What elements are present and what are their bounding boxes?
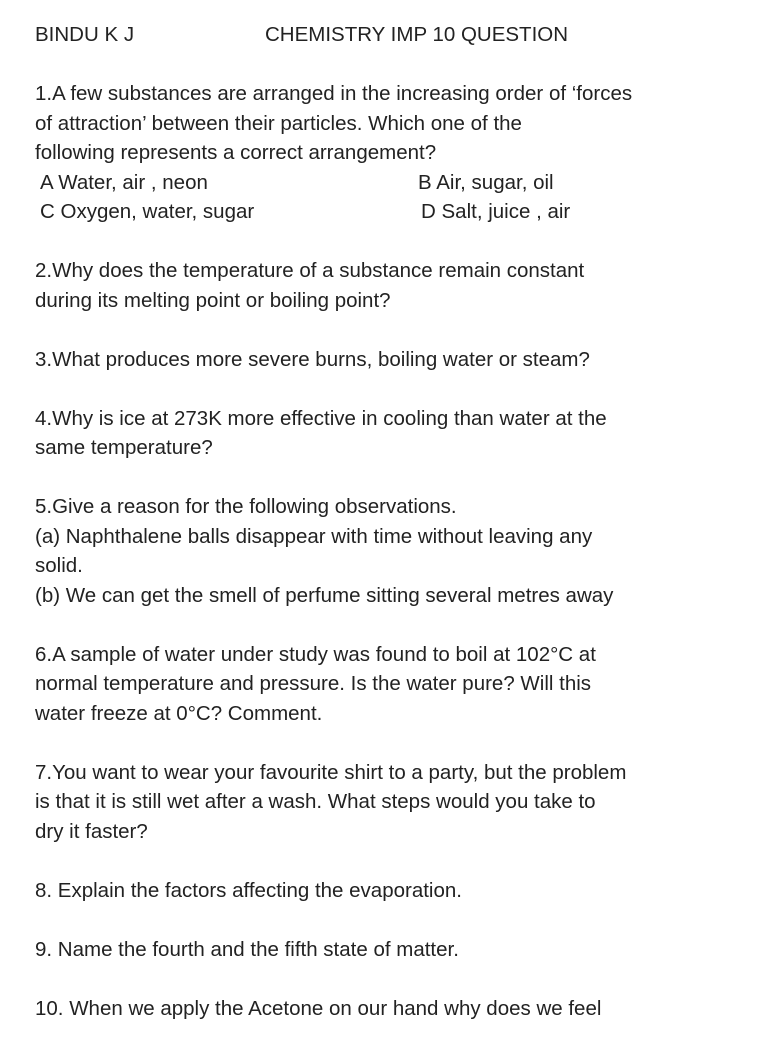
question-line: during its melting point or boiling point?	[35, 288, 391, 312]
option-c: C Oxygen, water, sugar	[40, 200, 255, 223]
question-4	[35, 404, 735, 463]
document-title: CHEMISTRY IMP 10 QUESTION	[265, 23, 569, 46]
question-line: 4.Why is ice at 273K more effective in cooling than water at the	[35, 406, 607, 430]
question-line: of attraction’ between their particles. Which one of the	[35, 111, 522, 135]
document-page	[35, 20, 735, 1053]
question-line: following represents a correct arrangement?	[35, 141, 437, 164]
question-line: solid.	[35, 554, 83, 577]
question-line: 5.Give a reason for the following observations.	[35, 495, 457, 518]
question-line: 7.You want to wear your favourite shirt to a party, but the problem	[35, 760, 627, 784]
question-9	[35, 935, 735, 965]
question-line: water freeze at 0°C? Comment.	[35, 701, 323, 725]
question-line: 9. Name the fourth and the fifth state of matter.	[35, 937, 459, 961]
option-b: B Air, sugar, oil	[418, 170, 554, 194]
question-5	[35, 492, 735, 610]
question-line: 1.A few substances are arranged in the increasing order of ‘forces	[35, 82, 633, 105]
question-2	[35, 256, 735, 315]
question-line: (a) Naphthalene balls disappear with time without leaving any	[35, 524, 593, 548]
question-8	[35, 876, 735, 906]
option-a: A Water, air , neon	[40, 170, 208, 194]
question-line: dry it faster?	[35, 819, 148, 843]
options-row	[35, 197, 735, 227]
question-line: 3.What produces more severe burns, boiling water or steam?	[35, 347, 590, 371]
options-row	[35, 168, 735, 198]
question-line: is that it is still wet after a wash. What steps would you take to	[35, 790, 596, 813]
question-3	[35, 345, 735, 375]
question-6	[35, 640, 735, 729]
document-header	[35, 20, 735, 50]
author-name: BINDU K J	[35, 23, 135, 46]
question-line: 2.Why does the temperature of a substance remain constant	[35, 259, 585, 282]
question-line: 8. Explain the factors affecting the evaporation.	[35, 878, 462, 902]
question-line: normal temperature and pressure. Is the water pure? Will this	[35, 672, 592, 695]
option-d: D Salt, juice , air	[421, 200, 571, 223]
question-line: same temperature?	[35, 436, 213, 459]
question-1	[35, 79, 735, 227]
question-10	[35, 994, 735, 1024]
question-7	[35, 758, 735, 847]
question-line: 10. When we apply the Acetone on our hand why does we feel	[35, 996, 602, 1020]
question-line: 6.A sample of water under study was found to boil at 102°C at	[35, 642, 596, 666]
question-line: (b) We can get the smell of perfume sitting several metres away	[35, 583, 614, 607]
